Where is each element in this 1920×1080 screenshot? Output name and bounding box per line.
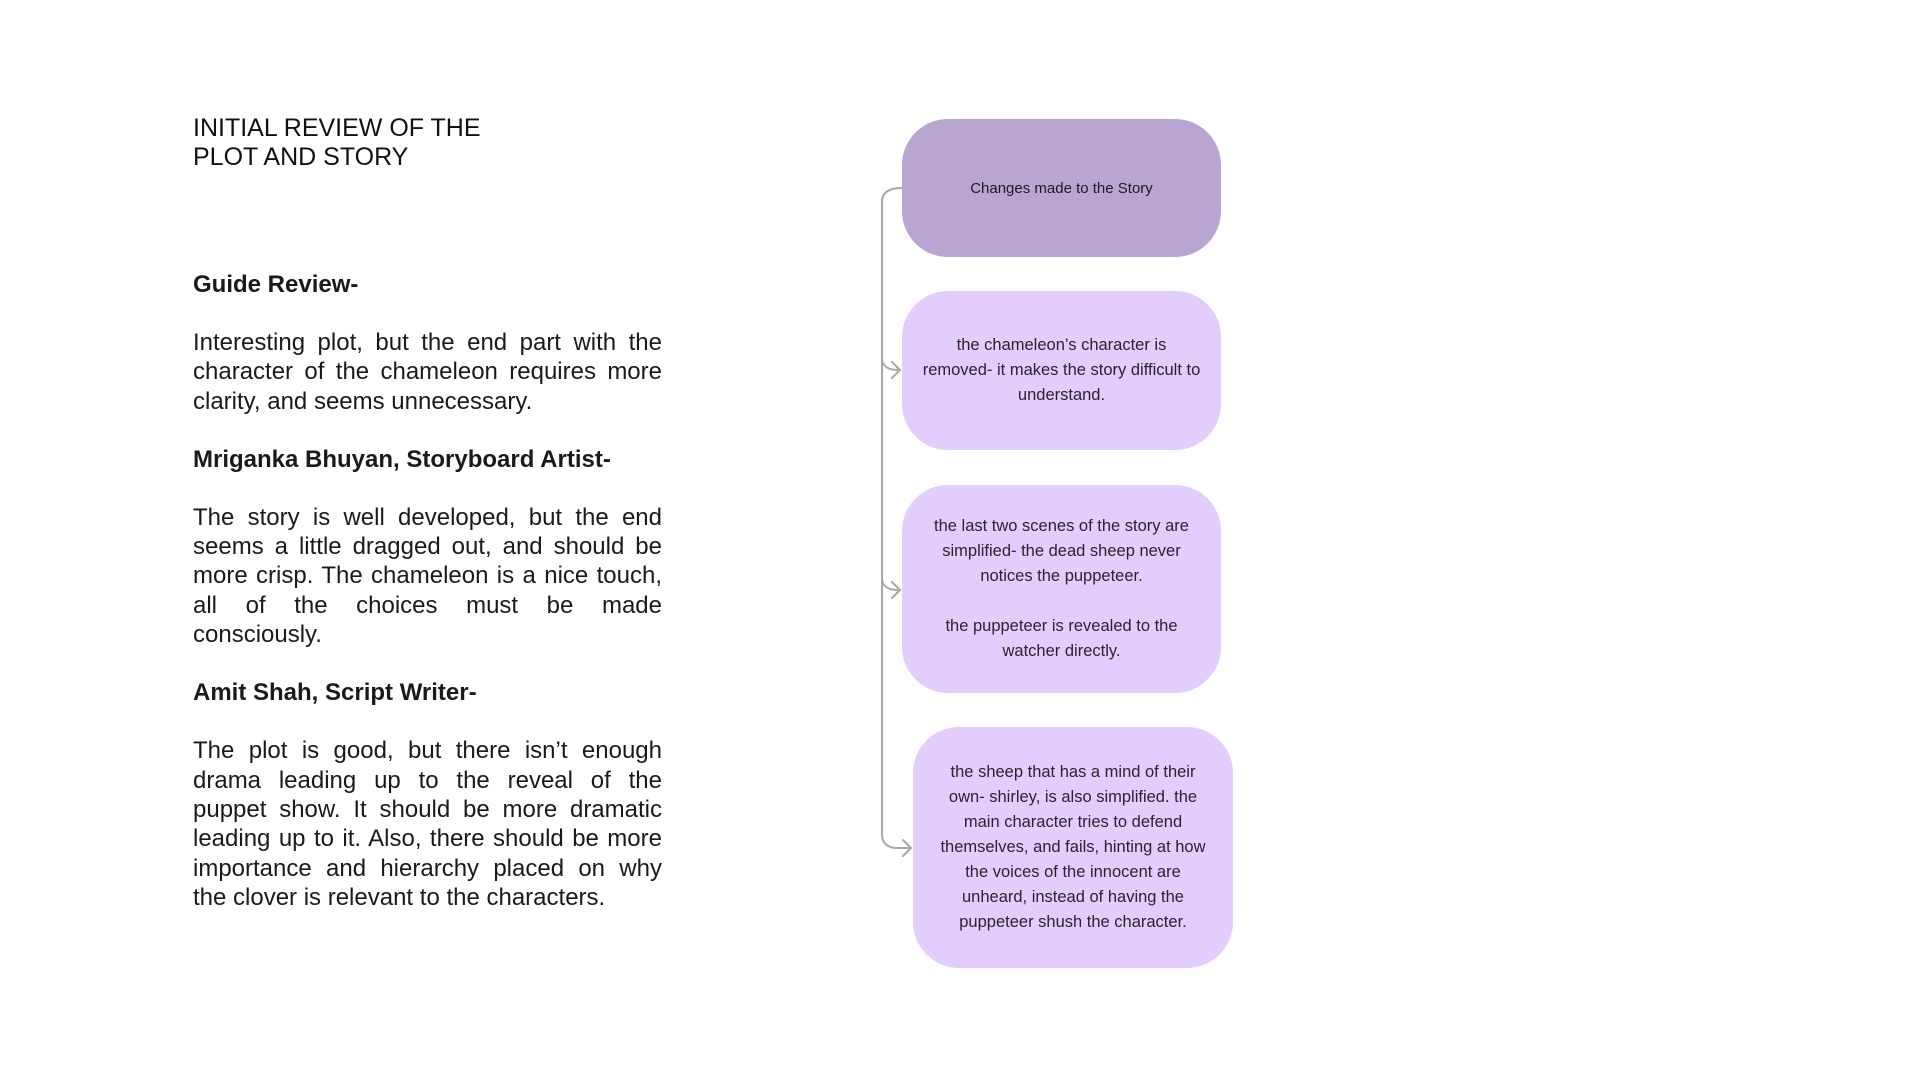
review-text-guide: Interesting plot, but the end part with the character of the chameleon requires more clarity, and seems unnecessary. [193,329,662,415]
review-text-storyboard-artist: The story is well developed, but the end seems a little dragged out, and should be more crisp. The chameleon is a nice touch, all of the choices must be made consciously. [193,503,662,649]
page-title [193,114,613,172]
change-box-last-scenes [902,485,1221,693]
review-text-script-writer: The plot is good, but there isn’t enough drama leading up to the reveal of the puppet show. It should be more dramatic leading up to it. Also, there should be more importance and hierarchy placed on why the clover is relevant to the characters. [193,737,662,911]
change-text-shirley: the sheep that has a mind of their own- shirley, is also simplified. the main character tries to defend themselves, and fails, hinting at how the voices of the innocent are unheard, instead of having the puppeteer shush the character. [940,763,1206,931]
change-text-last-scenes: the last two scenes of the story are simplified- the dead sheep never notices the puppeteer. [934,517,1189,585]
arrowhead-1 [892,362,900,378]
review-heading-storyboard-artist: Mriganka Bhuyan, Storyboard Artist- [193,445,611,473]
change-box-shirley [913,727,1233,968]
connector-branch-1 [882,358,900,370]
arrowhead-2 [892,582,900,598]
page-title-line-2: PLOT AND STORY [193,143,409,171]
change-text-puppeteer-reveal: the puppeteer is revealed to the watcher directly. [945,617,1178,660]
page-title-line-1: INITIAL REVIEW OF THE [193,114,481,142]
arrowhead-3 [903,840,911,856]
review-heading-script-writer: Amit Shah, Script Writer- [193,679,477,707]
changes-header-box [902,119,1221,257]
change-text-chameleon: the chameleon’s character is removed- it makes the story difficult to understand. [922,336,1201,404]
review-heading-guide: Guide Review- [193,271,359,298]
change-box-chameleon [902,291,1221,450]
review-list [193,270,662,941]
connector-branch-2 [882,578,900,590]
changes-header-label: Changes made to the Story [970,179,1153,197]
